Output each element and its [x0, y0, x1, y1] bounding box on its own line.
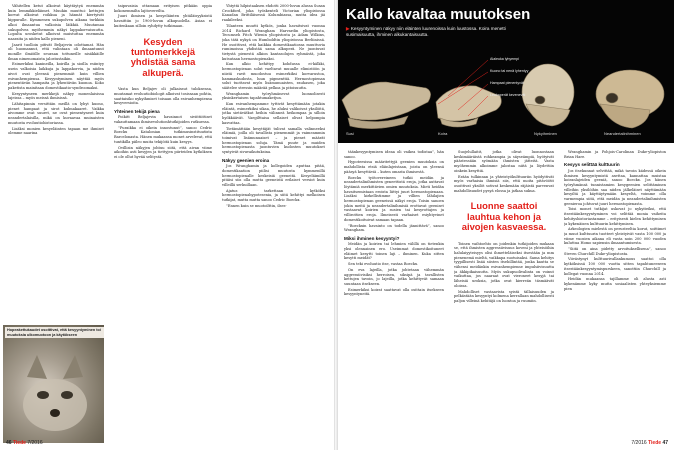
right-column-1: [344, 150, 444, 436]
issue-number: 7/2016: [631, 440, 647, 446]
body-paragraph: ”Boeckxin havainto on todella jännittävä”, sanoo Wrangham.: [344, 223, 444, 233]
body-paragraph: Sen teki evoluutio itse, vastaa Boeckx.: [348, 262, 419, 267]
body-paragraph: Meidän ja koirien tai lehmien välillä on tietenkin yksi olennainen ero. Useimmat domestikoituneet eläimet kesytti toinen laji – ihminen. Kuka sitten kesytti meidät?: [344, 242, 444, 261]
page-number: 46: [6, 440, 12, 446]
dog-skull: [436, 86, 501, 127]
body-paragraph: Heidän mukaansa tajillamme oli alusta asti kykenämme kyky mutta sosiaalisten yhteyksiemme pien: [564, 277, 666, 291]
section-heading: Näkyy geenien eroina: [222, 157, 270, 163]
left-column-1: [8, 4, 104, 324]
photo-caption: Hopeakettukaudet osoittivat, että kesyyntyminen toi muutoksia ulkomuotoon ja käytökseen: [5, 327, 104, 338]
right-footer: [631, 440, 668, 446]
section-heading: Kesyys selittää kulttuurin: [564, 162, 620, 168]
body-paragraph: Wranghamin ja Pohjois-Carolinan Duke-yliopiston Brian Hare.: [564, 150, 666, 159]
section-heading: Miksi ihminen kesyyntyi?: [344, 235, 400, 241]
body-paragraph: Arkeologien mielestä on perusteeltia korut, soittimet ja muut kulttuurin tuotteet yleistyivät vasta 100 000 ja viime vuosien aikana eli vasta noin 200 000 vuoden kuluttua Homo sapiensin ilmaantumisesta.: [564, 227, 666, 246]
body-paragraph: ”Puraikka ei oikein innostunut”, sanoo Cedric Boeckx Katalonian tutkimusinstituutista Barcelonasta. Hänen mukaansa monet arvelevat, että tuntikilla piileo muita tekijöitä kuin kesyys.: [114, 125, 212, 144]
annotation-label: Leukaperät kevenevät: [490, 93, 526, 97]
body-paragraph: Toisi monet tutkijat uskovat jo nykyiteiksi, että itsestäänkesyyntyminen voi selittää monia vaiheita kehityshistoriastamme – erityisesti kielen kehittymisen ja kykenäisen kulttuurin kehittymisen.: [564, 207, 666, 226]
body-paragraph: Suojelullaitit, jotka olivat luonnostaan keskimääräistä rohkeampia ja säyseämpiä, hyötyivät päästessään syömään ihmisten jätteitä. Vasta myöhemmin alkoimme jalostaa niitä ja löydettiin oinkein kesyttiä.: [454, 150, 554, 173]
body-paragraph: Poikitt Beljajevin havainnot siviittiittiset vakauttamaan ihmisevolutionhtutkijoiden rutkuessa.: [114, 115, 212, 125]
label-wolf: Susi: [346, 131, 354, 136]
neanderthal-skull: [596, 70, 664, 128]
annotation-label: Alaleuka lyhyempi: [490, 57, 519, 61]
left-column-2: [114, 4, 212, 434]
body-paragraph: ”Siitä on aina pidetty arvoituksellisena”, sanoo Steven Churchill Duke-yliopistosta.: [564, 247, 666, 256]
pull-quote: Luonne saattoi lauhtua kehon ja aivojen kasvaessa.: [461, 200, 547, 233]
body-paragraph: Vasta kun Beljajev oli julkaissut tuloksensa, muutamat evoluutiobiologit alkoivat tosissaan pohtia, saattaisiko nykyihmiset toisaan olla esivanhempiensa kesyversioita.: [114, 87, 212, 106]
body-paragraph: Ovillisin näkyjen johtuu siitä, että aivan viime aikoihin asti kesyjen ja tiettyjen piirteiden kytköksen ei ole ollut hyvää selitystä.: [114, 145, 212, 159]
body-paragraph: täänkesyyntymisen ideaa oli vaikea todistaa”, hän sanoo.: [344, 150, 444, 159]
body-paragraph: Jos itsekunnat selvittää, mikä tavoin kädessä oikein ihmisen kesyyntymistä asettaa, kannattaa muistaa koiranlajeiden geeniä, sanoo Boeckx. Jos hänen työryhmänsä tunnistamien kesygeenien selittäminen villeihin yksilöihin saa niiden jälkeläiset näyttämään kesyiltä ja käyttäytymään kesyeltä, voimme olla varmempia siitä, että meidän ja neandertalinihmisten geenieroa johtuvat juuri hermostopienasta.: [564, 168, 666, 206]
body-paragraph: Jos Wranghamin ja kollegoiden aputtaa pitää, domestikaation piilisi muutosta kymmenillä hermostopienalle keskeisiä geeneitä. Kesyeläimillä pitäisi siis olla mutta geeneistä erilaiset versiot kuin villeillä serkuillaan.: [222, 164, 325, 188]
wolf-skull: [342, 82, 431, 129]
body-paragraph: Erään tulkinnan ja yhteistyökulttuuriin hyödyttivät myös varhaisia ihmisiä siis, että moita pitävöötit osoittivat yksilöt sotivat keskenään räjäistä parvenvat mahdollisuudet pysyä elossa ja jatkaa sukua.: [454, 174, 554, 193]
body-paragraph: On eva lajeilla, jotka johtetaan vähemmän aggressiivisiksi herroisen, siksipä ja tavallisten kettujen tavoin, jo lajeilla, jotka kehittyvät samaan suuntaan itsekseen.: [344, 267, 444, 286]
body-paragraph: ”Ennen kuin se muotoilttin, ilses-: [226, 203, 287, 208]
body-paragraph: Boeckx työtovereineen tutkii meidän ja neandertalinihmisten geneettistä eroja, jotka auttavat löytämiä merkittävien omien muutoksia. Mieti heidän havaitsemistaan eroista liittyi juuri hermostopienaan. Lisäksi kirkellistimme ja villien lähilajien hermostopienan geeneissä näkyi eroja. Toisin sanoen jokin meitä ja neandertalinihmisiä erottavat geeniset vastaavat koirien ja susien tai kesyrottajen ja villirottien eroja. Ilmeisesti varhaiset esiyhtyvinet domestikoituivat samaan tapaan.: [344, 175, 444, 222]
body-paragraph: Wranghamin työryhmänevat luonnolisesti yksinkertaisen tapahtumaketjun.: [222, 91, 325, 101]
page-number: 47: [662, 440, 668, 446]
body-paragraph: Lähitapinnin versittäin meillä on lyhyt kuono, pienet hampaat ja sirot kulmakaaret. Vaikka aivomme ovat suuret, ne ovat pienentyneet kuin neandertalaisilla, mikä on kuvaavaa muinaisten muutosta evoluutiohistoriassa.: [8, 102, 104, 125]
body-paragraph: Tilanteen muutti kytkös, jonka havaitsivat vuonna 2014 Richard Wrangham Harvardin yliopistosta, Tecumseh Fitch Wienin yliopistosta ja Adam Wilkins, joka tätä nykyä on Humboldtin yliopistossa Berliinissä. He osoittivat, että kaikkia domestikaatiossa muuttuvia rumimoissa yhdistää sama alkuperä. Ne juontuvat tietystä pienestä alkion kantasolujen ryhmästä, joka kutsutaan hermostopienaksi.: [222, 23, 325, 61]
skull-infographic: [338, 0, 674, 143]
panel-subtitle: [346, 26, 536, 37]
body-paragraph: Lisäksi monien kesyeläinten tapaan me ihmiset olemme naarina: [8, 126, 104, 136]
fox-illustration: [3, 325, 104, 443]
body-paragraph: Juuri ihmisen ja kesyeläinten yhtäläisyyksistä havaittiin jo 1900-luvun alkupuolella. Asiaa ei kuitenkaan silloin ryhdytty tutkimaan.: [114, 14, 212, 28]
panel-subtitle-text: Kesyyntyminen näkyy niin eläinten luurenoissa kuin luustossa. Koira menetti susimaisuutta, ihminen alkukantaisuutta.: [346, 26, 506, 37]
body-paragraph: Esimerkiksi koirat saattavat olla osittain itsekseen kesyyntyneitä.: [344, 287, 444, 297]
annotation-label: Kuono tai nenä lyhentyy: [490, 69, 529, 73]
left-page: [0, 0, 334, 450]
left-footer: [6, 440, 43, 446]
body-paragraph: Hypoteesissa määritettyjä geenien muutoksia on mahdollista etsiä eläinlajeistaan, joista on yleensä pääsyä kesyttäviä – kuten omasta ihmisestä.: [344, 160, 444, 174]
body-paragraph: Toinen vaihtoehto on joidenkin tutkijoiden mukaan se, että ihmisten aggressiivisuus koveni ja yhteisöihin halulaiyyteisyys olisi ihmetteläiseksi itsestään ja mm pienenemä mieltä, vaikkapa suotuisaksi. Sama kehitys tyypillisesti lisää siisten itsehillintää, jonka kautta se vähensi meidänkin esivanhempienne impulsiivisuutta ja äkkipikaisuutta. Myös sukupuolivalinta on voinut vaikuttaa, jos naaraat ovat vieroneet kesyjä tai läheisiä uroksia, jotka ovat kierreän täsmäävät oloissa.: [454, 241, 554, 288]
annotation-label: Hampaat pienentyvät: [490, 81, 524, 85]
arrow-icon: ▶: [346, 26, 350, 31]
label-neanderthal: Neandertalinihminen: [604, 131, 641, 136]
right-column-2: [454, 150, 554, 436]
label-dog: Koira: [438, 131, 448, 136]
mustache-photo: [3, 325, 104, 443]
body-paragraph: Kun alkio kehittyy kohdussa ei-kälkki, hermostopienan solut vaeltavat muualle elimistöön ja niistä ravit muodostuu esimerkiksi korvarustoa, hammaskudosta, luun pigmenttiä. Hermostopienan solut tuottavat myös lisämunuaisten, rauhasen, joka säätelee stressin määrää pelkoa ja pitoisuutta.: [222, 62, 325, 90]
body-paragraph: Ajatus tarkettaan kytköksi hermostopienahypotesenia, ja siitä kehittyi melkoisen tutkijat, mutta mutta sanoo Cedric Boeckx.: [222, 188, 325, 203]
body-paragraph: Esimerkiksi kanineilla, koirilla ja sioilla esiintyy usein valkoisia laikkuja ja lappakorvia, ja niiden aivot ovat yleensä pienemmät kuin villien esivanhempiensa. Kesyyntyminen näyttää myös pienentävän hampaita ja lyhentävän kuonoa. Koko paketista mainitaan domestikaatio-syndroomaksi.: [8, 62, 104, 90]
body-paragraph: Tietämättään kesyttäjät tulivat samalla valinneeksi eläimiä, joilla oli tavallista pienemmät ja vaimeammin toimivat lisämunuaiset – ja pienet määrät hermostopienan soluja. Tämä puute ja muiden hermostopienasta juontuvien kudosten muutokset syntyivät sivuvaikutuksina.: [222, 126, 325, 155]
body-paragraph: Yhtyttä hilpistaaksen ehdotti 2000-luvun alussa Susan Crockford, joka työskenteli Victorian yliopistossa Kanadan Brittiläisessä Kolumbiassa, mutta idea jäi raakileeksi.: [222, 4, 325, 23]
body-paragraph: Kesyyntyneen merkkejä näkyy monenlaisissa lajeissa – myös meissä ihmisissä.: [8, 91, 104, 101]
body-paragraph: Viivästynyt kulttuurivallankumous saattoi olla kytköksissä 100 000 vuotta sitten tapahtuneeseen itsestäänkesyyntymispurskeen, sanottiin Churchill ja kollegat vuonna 2014.: [564, 257, 666, 276]
right-page: [338, 0, 674, 450]
brand-name: Tiede: [12, 440, 26, 446]
body-paragraph: Kun esivanhempamme tyttivät kesyttämään jotakin eläintä, esimerkiksi sikaa, he aluksi valikoivat yksilöitä, jotka sietävätkut heihin välinneä heikompaa ja silloin hyökkäävät. Vaegilttaisa sellaiset olivat helpompia kasvattaa.: [222, 102, 325, 125]
body-paragraph: Vähitellen ketut alkoivat käyttäytyä enemmän kuin lemmikkieläimet. Muukin muuttui: kettujen korvat alkoivat roikkua ja hännät kiertyivät kippuralle. Kymmenen sukupolven aikana turkkiin alkoi ilmaantua valkoisia läikkiä. Muutamaa sukupolvea myöhemmin näkyi lappakorvaisuutta. Lopulta urosketut alkoivat muistuttaa enemmän naaraita ja niiden kallo pieneni.: [8, 4, 104, 41]
body-paragraph: Mahdolliset vastaavista syistä tällaisuuden ja pelkästään kesyyntyi kolmena kerrallaan mahdollisesti paljon villeinä kehitäjä on luontoa ja ruumiin.: [454, 289, 554, 303]
body-paragraph: taipuvaisia ottamaan erityisen pitkään oppia kokonemmilta lajitovereilta.: [114, 4, 212, 13]
left-column-3: [222, 4, 325, 434]
human-skull: [522, 64, 574, 126]
brand-name: Tiede: [648, 440, 662, 446]
section-heading: Yhteinen tekijä piena: [114, 108, 160, 114]
panel-title: Kallo kavaltaa muutoksen: [346, 6, 531, 23]
right-column-3: [564, 150, 666, 436]
body-paragraph: Jaarit tuolloin pitivät Beljajevin odottamat. Hän oli huomannut, että valintaan oli ilmaantunut monille ilmiöille seuraan tottuneille nisäkkäille ilman nimenomaista jalostustaikin.: [8, 42, 104, 61]
issue-number: 7/2016: [27, 440, 43, 446]
pull-quote: Kesyden tuntomerkkejä yhdistää sama alkuperä.: [130, 35, 196, 78]
label-human: Nykyihminen: [534, 131, 557, 136]
